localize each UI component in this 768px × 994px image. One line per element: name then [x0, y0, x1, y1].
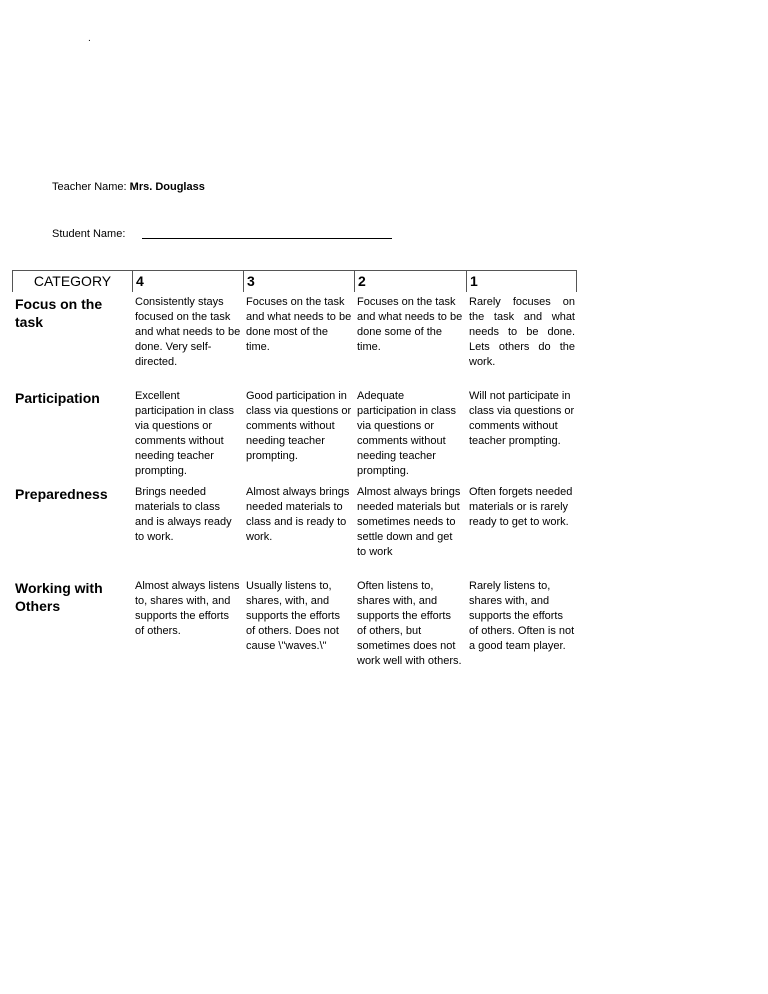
rubric-cell-score-2: Often listens to, shares with, and supports the efforts of others, but sometimes does not work well with others.	[357, 580, 462, 667]
rubric-cell-score-3: Good participation in class via questions or comments without needing teacher prompting.	[246, 390, 352, 462]
rubric-cell-score-1: Rarely listens to, shares with, and supports the efforts of others. Often is not a good team player.	[469, 580, 575, 652]
row-category-label: Preparedness	[15, 486, 108, 502]
student-name-blank-line	[142, 237, 392, 239]
rubric-cell-score-2: Adequate participation in class via questions or comments without needing teacher prompting.	[357, 390, 457, 477]
header-score-2: 2	[354, 270, 466, 292]
header-score-3: 3	[243, 270, 354, 292]
rubric-cell-score-4: Consistently stays focused on the task and what needs to be done. Very self-directed.	[135, 296, 241, 368]
rubric-cell-score-4: Brings needed materials to class and is always ready to work.	[135, 486, 232, 543]
student-name-label: Student Name:	[52, 228, 126, 240]
rubric-cell-score-2: Almost always brings needed materials but sometimes needs to settle down and get to work	[357, 486, 461, 558]
rubric-cell-score-2: Focuses on the task and what needs to be done some of the time.	[357, 296, 463, 353]
teacher-name-value: Mrs. Douglass	[129, 181, 205, 193]
rubric-cell-score-3: Usually listens to, shares, with, and supports the efforts of others. Does not cause \"waves.\"	[246, 580, 340, 652]
row-category-label: Working with Others	[15, 580, 103, 614]
rubric-cell-score-3: Focuses on the task and what needs to be done most of the time.	[246, 296, 352, 353]
teacher-name-field	[52, 180, 205, 194]
student-name-field	[52, 227, 125, 241]
header-score-1: 1	[466, 270, 577, 292]
stray-dot-mark: .	[88, 33, 91, 44]
header-score-4: 4	[132, 270, 243, 292]
row-category-label: Participation	[15, 390, 100, 406]
rubric-cell-score-4: Excellent participation in class via questions or comments without needing teacher prompting.	[135, 390, 235, 477]
rubric-cell-score-1: Will not participate in class via questions or comments without teacher prompting.	[469, 390, 575, 447]
header-category: CATEGORY	[12, 270, 132, 292]
rubric-cell-score-3: Almost always brings needed materials to class and is ready to work.	[246, 486, 350, 543]
row-category-label: Focus on the task	[15, 296, 103, 330]
rubric-cell-score-4: Almost always listens to, shares with, and supports the efforts of others.	[135, 580, 240, 637]
rubric-cell-score-1: Rarely focuses on the task and what needs to be done. Lets others do the work.	[469, 296, 575, 368]
teacher-name-label: Teacher Name:	[52, 181, 127, 193]
rubric-cell-score-1: Often forgets needed materials or is rarely ready to get to work.	[469, 486, 573, 528]
rubric-header-row	[12, 270, 577, 292]
rubric-table	[12, 270, 577, 667]
